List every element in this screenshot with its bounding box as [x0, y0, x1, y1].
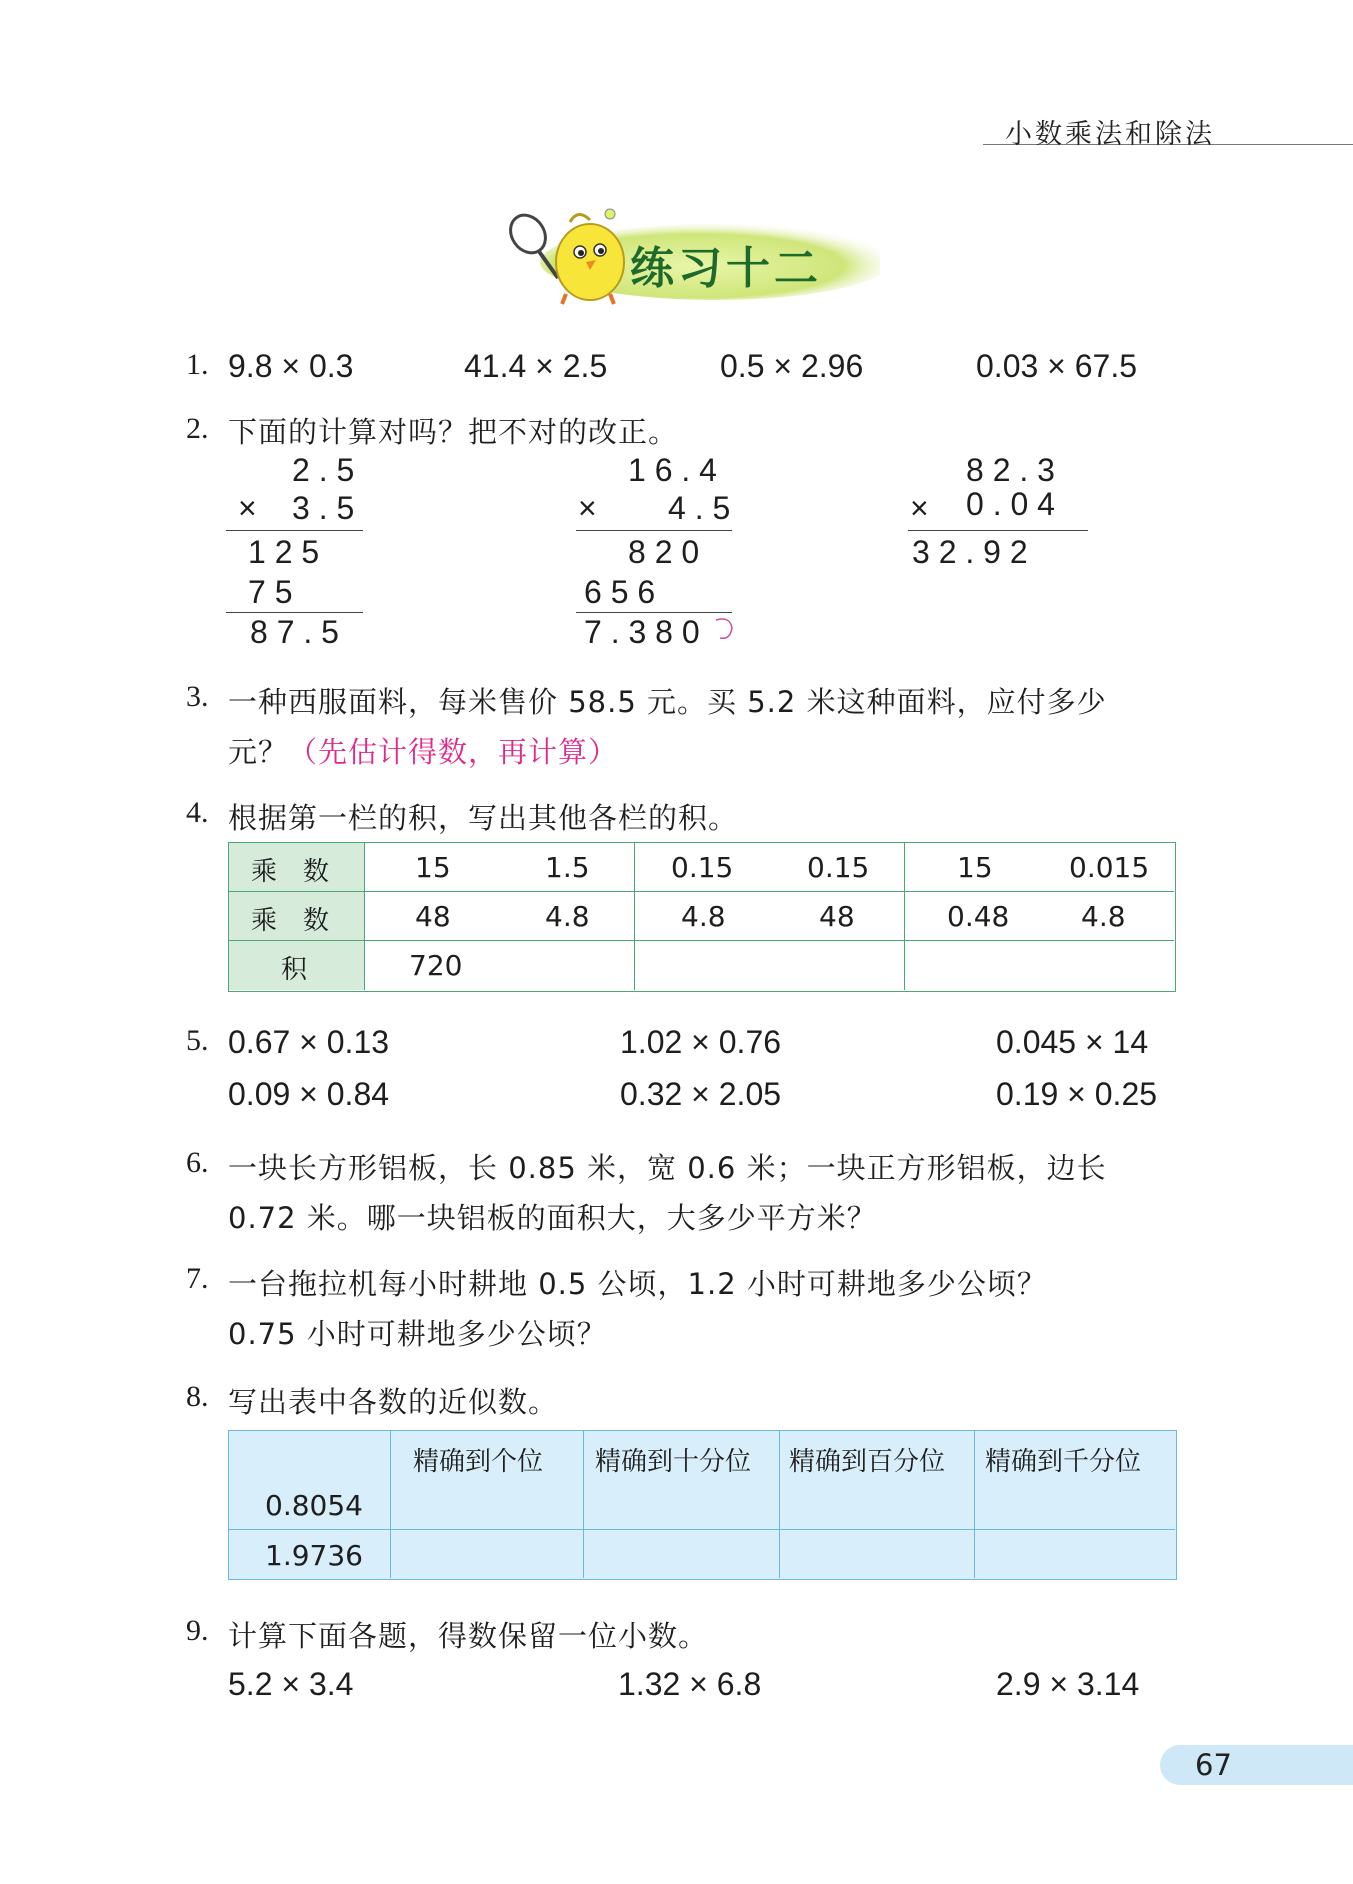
- chick-mascot-icon: [556, 209, 624, 304]
- table-cell: 1.5: [545, 851, 590, 884]
- column-header: 精确到百分位: [789, 1447, 946, 1477]
- q6-line: 0.72 米。哪一块铝板的面积大，大多少平方米？: [228, 1201, 877, 1235]
- table-cell: 4.8: [1081, 900, 1126, 933]
- q5-item: 0.67 × 0.13: [228, 1024, 390, 1060]
- q8-number: 8.: [186, 1380, 209, 1413]
- calc-multiplier: 4 . 5: [668, 490, 731, 526]
- q3-line: [228, 730, 618, 771]
- calc-multiplicand: 2 . 5: [292, 452, 355, 488]
- q4-text: 根据第一栏的积，写出其他各栏的积。: [228, 801, 739, 835]
- row-label: 乘 数: [251, 906, 330, 936]
- calc-rule: [226, 530, 363, 531]
- column-header: 精确到个位: [413, 1447, 544, 1477]
- q1-item: 41.4 × 2.5: [464, 348, 608, 384]
- table-divider: [583, 1431, 584, 1578]
- q1-item: 0.03 × 67.5: [976, 348, 1138, 384]
- calc-rule: [576, 612, 732, 613]
- table-divider: [634, 843, 635, 990]
- column-header: 精确到千分位: [985, 1447, 1142, 1477]
- table-cell: 0.015: [1069, 851, 1150, 884]
- table-cell: 15: [957, 851, 993, 884]
- table-divider: [974, 1431, 975, 1578]
- calc-multiplier: 3 . 5: [292, 490, 355, 526]
- calc-result: 7 . 3 8 0: [584, 614, 700, 650]
- table-cell-product: 720: [409, 949, 463, 982]
- q5-item: 1.02 × 0.76: [620, 1024, 782, 1060]
- q5-item: 0.19 × 0.25: [996, 1076, 1158, 1112]
- product-table: [228, 842, 1176, 992]
- correction-mark-icon: [712, 614, 738, 644]
- calc-partial: 7 5: [248, 574, 293, 610]
- q5-item: 0.09 × 0.84: [228, 1076, 390, 1112]
- row-label: 乘 数: [251, 857, 330, 887]
- q9-number: 9.: [186, 1614, 209, 1647]
- table-divider: [390, 1431, 391, 1578]
- q6-number: 6.: [186, 1146, 209, 1179]
- table-divider: [229, 891, 1174, 892]
- page-number: 67: [1195, 1748, 1232, 1782]
- chapter-title: 小数乘法和除法: [1005, 119, 1215, 150]
- calc-partial: 1 2 5: [248, 534, 320, 570]
- q7-line: 0.75 小时可耕地多少公顷？: [228, 1317, 607, 1351]
- table-cell: 15: [415, 851, 451, 884]
- q6-line: 一块长方形铝板，长 0.85 米，宽 0.6 米；一块正方形铝板，边长: [228, 1151, 1107, 1185]
- page-title: 练习十二: [630, 243, 822, 294]
- q9-item: 2.9 × 3.14: [996, 1666, 1140, 1702]
- q9-item: 1.32 × 6.8: [618, 1666, 762, 1702]
- calc-multiplicand: 1 6 . 4: [628, 452, 717, 488]
- table-cell: 0.15: [671, 851, 734, 884]
- q5-number: 5.: [186, 1024, 209, 1057]
- q2-text: 下面的计算对吗？把不对的改正。: [228, 415, 679, 449]
- page-number-tab: [1160, 1745, 1353, 1785]
- q5-item: 0.32 × 2.05: [620, 1076, 782, 1112]
- calc-rule: [908, 530, 1088, 531]
- q8-text: 写出表中各数的近似数。: [228, 1385, 559, 1419]
- table-cell: 0.48: [947, 900, 1010, 933]
- q7-line: 一台拖拉机每小时耕地 0.5 公顷，1.2 小时可耕地多少公顷？: [228, 1267, 1047, 1301]
- table-cell: 4.8: [681, 900, 726, 933]
- calc-partial: 8 2 0: [628, 534, 700, 570]
- table-divider: [229, 1529, 1175, 1530]
- table-divider: [229, 940, 1174, 941]
- q1-item: 0.5 × 2.96: [720, 348, 864, 384]
- table-cell: 48: [819, 900, 855, 933]
- column-header: 精确到十分位: [595, 1447, 752, 1477]
- q7-number: 7.: [186, 1262, 209, 1295]
- calc-operator: ×: [238, 490, 257, 526]
- approximation-table: [228, 1430, 1177, 1580]
- calc-rule: [226, 612, 363, 613]
- q1-item: 9.8 × 0.3: [228, 348, 354, 384]
- table-divider: [364, 843, 365, 990]
- q4-number: 4.: [186, 796, 209, 829]
- q2-number: 2.: [186, 412, 209, 445]
- calc-partial: 6 5 6: [584, 574, 656, 610]
- row-value: 0.8054: [265, 1489, 363, 1522]
- q3-line: 一种西服面料，每米售价 58.5 元。买 5.2 米这种面料，应付多少: [228, 685, 1107, 719]
- table-divider: [779, 1431, 780, 1578]
- q1-number: 1.: [186, 348, 209, 381]
- table-cell: 4.8: [545, 900, 590, 933]
- q9-text: 计算下面各题，得数保留一位小数。: [228, 1619, 709, 1653]
- calc-result: 8 7 . 5: [250, 614, 339, 650]
- q3-line-end: 元？: [228, 735, 289, 769]
- chapter-header: [983, 112, 1353, 150]
- calc-multiplicand: 8 2 . 3: [966, 452, 1055, 488]
- calc-operator: ×: [578, 490, 597, 526]
- calc-rule: [576, 530, 732, 531]
- calc-operator: ×: [910, 490, 929, 526]
- tennis-racket-icon: [503, 208, 558, 278]
- q5-item: 0.045 × 14: [996, 1024, 1149, 1060]
- q9-item: 5.2 × 3.4: [228, 1666, 354, 1702]
- q3-number: 3.: [186, 680, 209, 713]
- table-divider: [904, 843, 905, 990]
- q3-hint: （先估计得数，再计算）: [288, 735, 619, 769]
- table-cell: 48: [415, 900, 451, 933]
- row-label: 积: [281, 955, 308, 985]
- table-cell: 0.15: [807, 851, 870, 884]
- row-value: 1.9736: [265, 1539, 363, 1572]
- calc-result: 3 2 . 9 2: [912, 534, 1028, 570]
- calc-multiplier: 0 . 0 4: [966, 486, 1055, 522]
